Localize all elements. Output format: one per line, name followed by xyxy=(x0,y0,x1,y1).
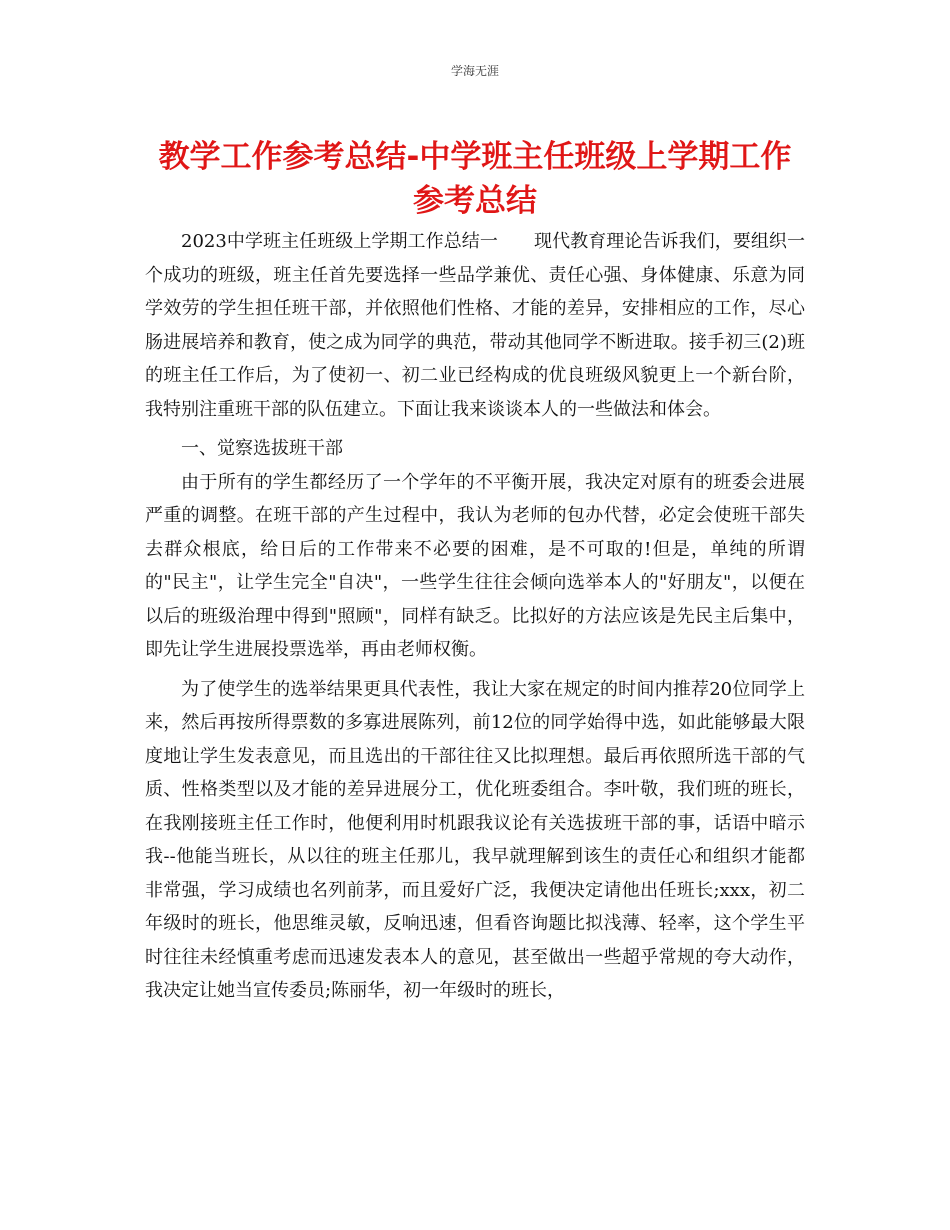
paragraph-election: 为了使学生的选举结果更具代表性，我让大家在规定的时间内推荐20位同学上来，然后再按所得票数的多寡进展陈列，前12位的同学始得中选，如此能够最大限度地让学生发表意见，而且选出的干部往往又比拟理想。最后再依照所选干部的气质、性格类型以及才能的差异进展分工，优化班委组合。李叶敬，我们班的班长，在我刚接班主任工作时，他便利用时机跟我议论有关选拔班干部的事，话语中暗示我--他能当班长，从以往的班主任那儿，我早就理解到该生的责任心和组织才能都非常强，学习成绩也名列前茅，而且爱好广泛，我便决定请他出任班长;xxx，初二年级时的班长，他思维灵敏，反响迅速，但看咨询题比拟浅薄、轻率，这个学生平时往往未经慎重考虑而迅速发表本人的意见，甚至做出一些超乎常规的夸大动作，我决定让她当宣传委员;陈丽华，初一年级时的班长， xyxy=(145,678,805,1001)
section-heading: 一、觉察选拔班干部 xyxy=(181,438,343,459)
paragraph-intro: 2023中学班主任班级上学期工作总结一 现代教育理论告诉我们，要组织一个成功的班级，班主任首先要选择一些品学兼优、责任心强、身体健康、乐意为同学效劳的学生担任班干部，并依照他们性格、才能的差异，安排相应的工作，尽心肠进展培养和教育，使之成为同学的典范，带动其他同学不断进取。接手初三(2)班的班主任工作后，为了使初一、初二业已经构成的优良班级风貌更上一个新台阶，我特别注重班干部的队伍建立。下面让我来谈谈本人的一些做法和体会。 xyxy=(145,231,805,420)
document-body xyxy=(145,225,805,1008)
paragraph-selection: 由于所有的学生都经历了一个学年的不平衡开展，我决定对原有的班委会进展严重的调整。在班干部的产生过程中，我认为老师的包办代替，必定会使班干部失去群众根底，给日后的工作带来不必要的困难，是不可取的!但是，单纯的所谓的"民主"，让学生完全"自决"，一些学生往往会倾向选举本人的"好朋友"，以便在以后的班级治理中得到"照顾"，同样有缺乏。比拟好的方法应该是先民主后集中，即先让学生进展投票选举，再由老师权衡。 xyxy=(145,471,805,660)
page-header: 学海无涯 xyxy=(450,64,499,78)
document-title: 教学工作参考总结-中学班主任班级上学期工作参考总结 xyxy=(158,139,792,219)
